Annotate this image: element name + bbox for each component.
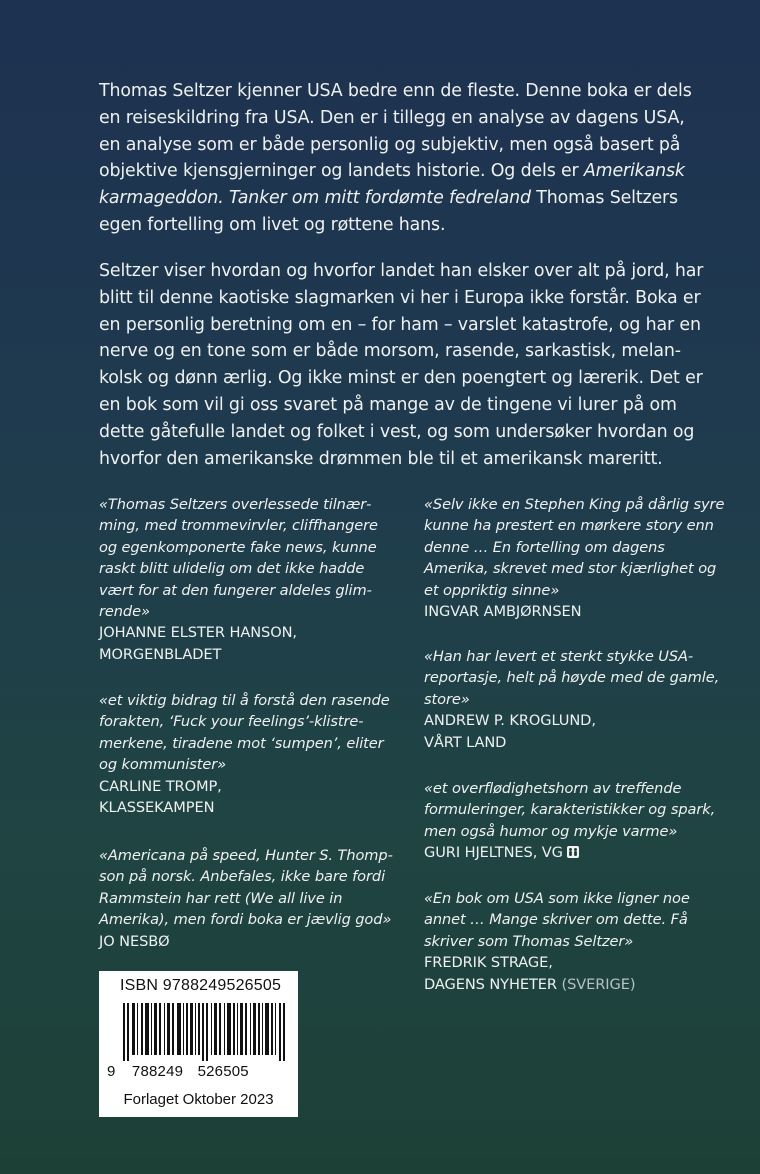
review-author: ANDREW P. KROGLUND, [424, 712, 596, 730]
review-author: INGVAR AMBJØRNSEN [424, 603, 582, 621]
review-quote: «Han har levert et sterkt stykke USA-reportasje, helt på høyde med de gamle, store» [424, 648, 720, 708]
review-author: FREDRIK STRAGE, [424, 954, 553, 972]
review-hanson [99, 494, 399, 665]
review-quote: «et viktig bidrag til å forstå den rasende forakten, ‘Fuck your feelings’-klistremerkene, tiradene mot ‘sumpen’, eliter og kommunister» [99, 692, 390, 774]
review-quote: «Americana på speed, Hunter S. Thompson på norsk. Anbefales, ikke bare fordi Rammstein har rett (We all live in Amerika), men fordi boka er jævlig god» [99, 847, 393, 929]
barcode-digits-right: 526505 [197, 1063, 249, 1080]
blurb-paragraph-2: Seltzer viser hvordan og hvorfor landet han elsker over alt på jord, har blitt til denne kaotiske slagmarken vi her i Europa ikke forstår. Boka er en personlig beretning om en – for ham – varslet katastrofe, og har en nerve og en tone som er både morsom, rasende, sarkastisk, melankolsk og dønn ærlig. Og ikke minst er den poengtert og lærerik. Det er en bok som vil gi oss svaret på mange av de tingene vi lurer på om dette gåtefulle landet og folket i vest, og som undersøker hvordan og hvorfor den amerikanske drømmen ble til et amerikansk mareritt. [99, 261, 704, 469]
review-quote: «En bok om USA som ikke ligner noe annet … Mange skriver om dette. Få skriver som Thomas Seltzer» [424, 890, 690, 950]
review-quote: «Selv ikke en Stephen King på dårlig syre kunne ha prestert en mørkere story enn denne … En fortelling om dagens Amerika, skrevet med stor kjærlighet og et oppriktig sinne» [424, 496, 725, 599]
review-source: VÅRT LAND [424, 733, 507, 751]
review-kroglund [424, 646, 729, 753]
blurb-text: Thomas Seltzer kjenner USA bedre enn de fleste. Denne boka er dels en reiseskildring fra USA. Den er i tillegg en analyse av dagens USA, en analyse som er både personlig og subjektiv, men også basert på objektive kjensgjerninger og landets historie. Og dels er [99, 81, 692, 182]
review-source: DAGENS NYHETER [424, 975, 557, 993]
review-author: JO NESBØ [99, 932, 170, 950]
review-source: KLASSEKAMPEN [99, 799, 215, 817]
review-quote: «Thomas Seltzers overlessede tilnærming, med trommevirvler, cliffhangere og egenkomponerte fake news, kunne raskt blitt ulidelig om det ikke hadde vært for at den fungerer aldeles glimrende» [99, 496, 378, 621]
review-author: JOHANNE ELSTER HANSON, [99, 624, 297, 642]
review-source: MORGENBLADET [99, 645, 222, 663]
publisher-line: Forlaget Oktober 2023 [123, 1091, 274, 1108]
barcode-digits-left: 788249 [131, 1063, 184, 1080]
review-nesbo [99, 845, 399, 952]
review-quote: «et overflødighetshorn av treffende formuleringer, karakteristikker og spark, men også humor og mykje varme» [424, 780, 716, 840]
blurb-text: Thomas Seltzers egen fortelling om livet og røttene hans. [99, 188, 678, 235]
review-source-country: (SVERIGE) [556, 975, 636, 993]
barcode-panel [99, 971, 298, 1117]
isbn-label: ISBN 9788249526505 [120, 977, 282, 994]
barcode-digit-prefix: 9 [107, 1063, 116, 1080]
review-author: CARLINE TROMP, [99, 777, 222, 795]
book-title: Amerikansk karmageddon. Tanker om mitt fordømte fedreland [99, 161, 685, 209]
review-author: GURI HJELTNES, VG [424, 844, 563, 862]
blurb-paragraph-1 [99, 78, 709, 239]
die-six-icon [567, 846, 579, 858]
review-strage [424, 888, 729, 995]
review-tromp [99, 690, 399, 818]
review-hjeltnes [424, 778, 729, 864]
barcode-icon [123, 1003, 288, 1061]
barcode-digits [107, 1063, 291, 1080]
review-ambjornsen [424, 494, 729, 622]
